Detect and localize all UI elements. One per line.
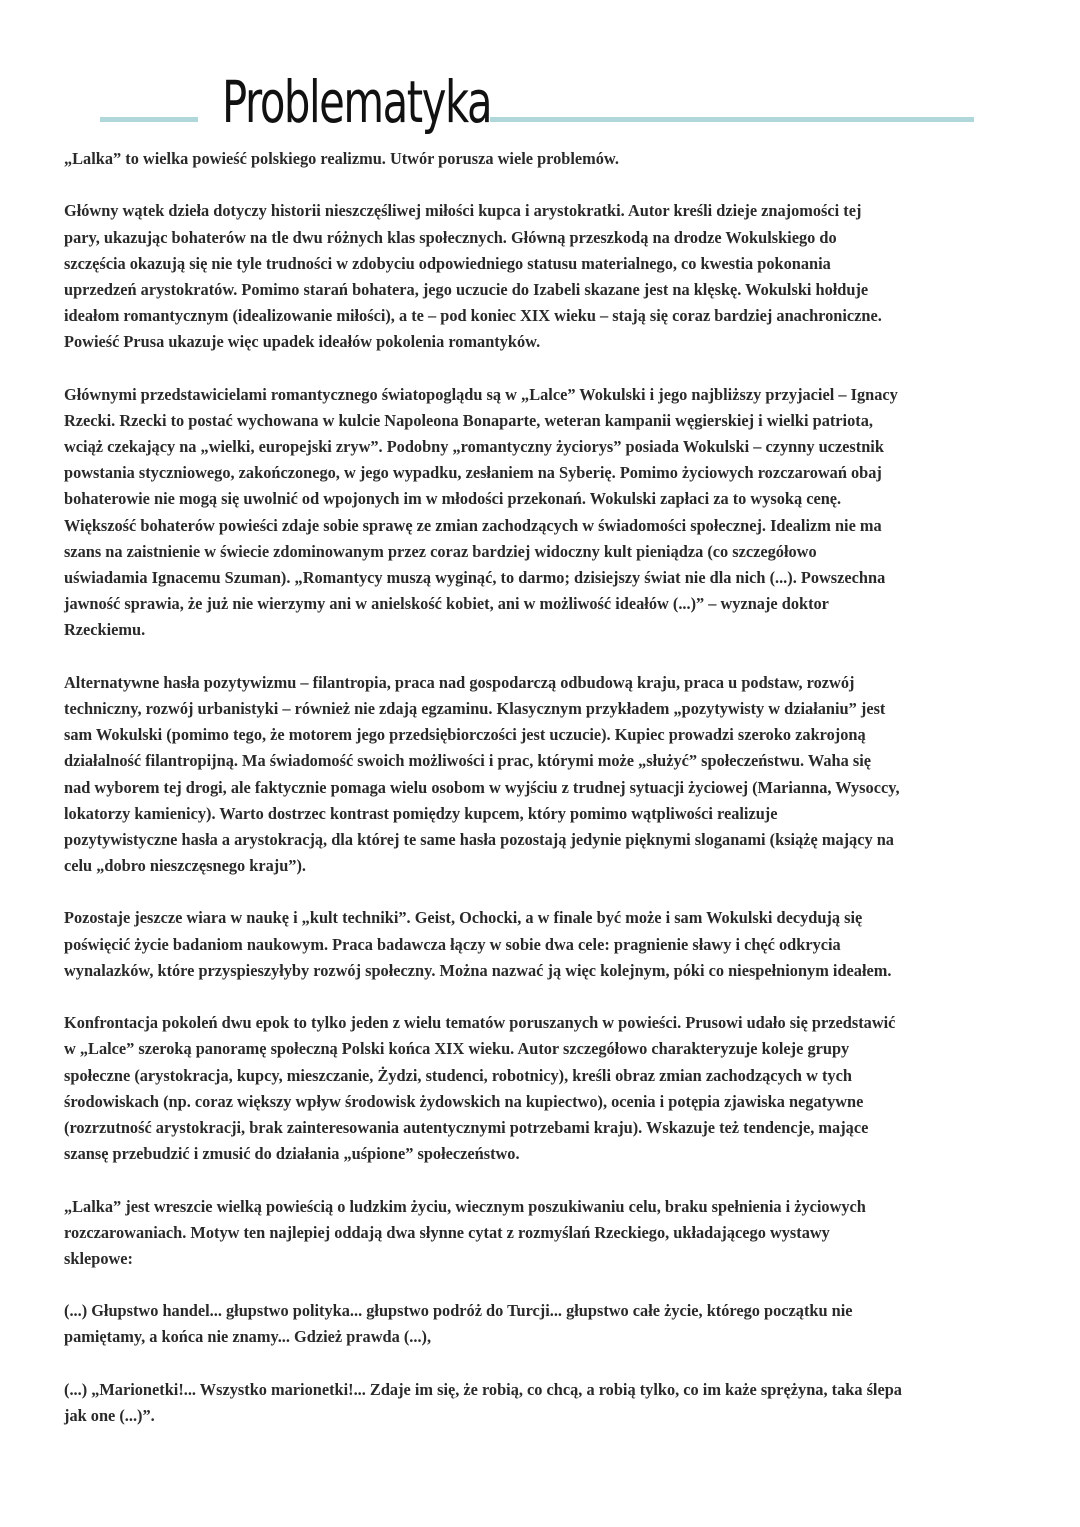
paragraph [64, 382, 1024, 644]
text-line: uświadamia Ignacemu Szuman). „Romantycy muszą wyginąć, to darmo; dzisiejszy świat nie dla nich (...). Powszechna [64, 568, 886, 587]
text-line: sam Wokulski (pomimo tego, że motorem jego przedsiębiorczości jest uczucie). Kupiec prowadzi szeroko zakrojoną [64, 725, 866, 745]
text-line: w „Lalce” szeroką panoramę społeczną Polski końca XIX wieku. Autor szczegółowo charakteryzuje koleje grupy [64, 1039, 850, 1059]
page-title: Problematyka [222, 68, 492, 136]
paragraph [64, 1377, 1024, 1429]
paragraph [64, 146, 1024, 172]
text-line: nad wyborem tej drogi, ale faktycznie pomaga wielu osobom w wyjściu z trudnej sytuacji życiowej (Marianna, Wysoccy, [64, 777, 900, 797]
paragraph [64, 905, 1024, 984]
text-line: Większość bohaterów powieści zdaje sobie sprawę ze zmian zachodzących w świadomości społecznej. Idealizm nie ma [64, 515, 882, 535]
text-line: jawność sprawia, że już nie wierzymy ani w anielskość kobiet, ani w możliwość ideałów (...)” – wyznaje doktor [64, 594, 829, 614]
text-line: Rzeckiemu. [64, 620, 146, 640]
paragraph [64, 1298, 1024, 1350]
text-line: powstania styczniowego, zakończonego, w jego wypadku, zesłaniem na Syberię. Pomimo życiowych rozczarowań obaj [64, 463, 882, 483]
text-line: szansę przebudzić i zmusić do działania „uśpione” społeczeństwo. [64, 1144, 520, 1164]
text-line: wynalazków, które przyspieszyłyby rozwój społeczny. Można nazwać ją więc kolejnym, póki co niespełnionym ideałem. [64, 960, 892, 980]
text-line: Rzecki. Rzecki to postać wychowana w kulcie Napoleona Bonaparte, weteran kampanii węgierskiej i wielki patriota, [64, 410, 873, 430]
text-line: rozczarowaniach. Motyw ten najlepiej oddają dwa słynne cytat z rozmyślań Rzeckiego, układającego wystawy [64, 1222, 830, 1242]
paragraph [64, 1010, 1024, 1167]
text-line: działalność filantropijną. Ma świadomość swoich możliwości i prac, którymi może „służyć” społeczeństwu. Waha się [64, 751, 872, 771]
text-line: wciąż czekający na „wielki, europejski zryw”. Podobny „romantyczny życiorys” posiada Wokulski – czynny uczestnik [64, 437, 884, 457]
text-line: poświęcić życie badaniom naukowym. Praca badawcza łączy w sobie dwa cele: pragnienie sławy i chęć odkrycia [64, 934, 841, 954]
text-line: środowiskach (np. coraz większy wpływ środowisk żydowskich na kupiectwo), ocenia i potępia zjawiska negatywne [64, 1091, 864, 1111]
text-line: techniczny, rozwój urbanistyki – również nie zdają egzaminu. Klasycznym przykładem „pozytywisty w działaniu” jest [64, 698, 886, 718]
title-rule-left [100, 117, 198, 122]
text-line: szans na zaistnienie w świecie zdominowanym przez coraz bardziej widoczny kult pieniądza (co szczegółowo [64, 541, 817, 561]
text-line: uprzedzeń arystokratów. Pomimo starań bohatera, jego uczucie do Izabeli skazane jest na klęskę. Wokulski hołduje [64, 279, 869, 299]
text-line: bohaterowie nie mogą się uwolnić od wpojonych im w młodości przekonań. Wokulski zapłaci za to wysoką cenę. [64, 489, 842, 509]
text-line: Powieść Prusa ukazuje więc upadek ideałów pokolenia romantyków. [64, 332, 541, 352]
text-line: Konfrontacja pokoleń dwu epok to tylko jeden z wielu tematów poruszanych w powieści. Prusowi udało się przedstawić [64, 1013, 896, 1033]
text-line: pozytywistyczne hasła a arystokracją, dla której te same hasła pozostają jedynie pięknymi sloganami (książę mający na [64, 829, 894, 849]
text-line: „Lalka” jest wreszcie wielką powieścią o ludzkim życiu, wiecznym poszukiwaniu celu, braku spełnienia i życiowych [64, 1196, 866, 1216]
text-line: jak one (...)”. [64, 1406, 155, 1425]
title-rule-right [490, 117, 974, 122]
text-line: „Lalka” to wielka powieść polskiego realizmu. Utwór porusza wiele problemów. [64, 149, 619, 168]
paragraph [64, 198, 1024, 355]
text-line: Pozostaje jeszcze wiara w naukę i „kult techniki”. Geist, Ochocki, a w finale być może i sam Wokulski decydują się [64, 908, 863, 928]
text-line: Głównymi przedstawicielami romantycznego światopoglądu są w „Lalce” Wokulski i jego najbliższy przyjaciel – Ignacy [64, 384, 898, 404]
text-line: sklepowe: [64, 1248, 133, 1268]
text-line: lokatorzy kamienicy). Warto dostrzec kontrast pomiędzy kupcem, który pomimo wątpliwości realizuje [64, 803, 778, 823]
text-line: (...) „Marionetki!... Wszystko marionetki!... Zdaje im się, że robią, co chcą, a robią tylko, co im każe sprężyna, taka ślepa [64, 1379, 902, 1399]
paragraph [64, 1194, 1024, 1273]
text-line: Alternatywne hasła pozytywizmu – filantropia, praca nad gospodarczą odbudową kraju, praca u podstaw, rozwój [64, 672, 855, 692]
document-body [64, 146, 1024, 1455]
text-line: pary, ukazując bohaterów na tle dwu różnych klas społecznych. Główną przeszkodą na drodze Wokulskiego do [64, 227, 837, 247]
text-line: szczęścia okazują się nie tyle trudności w zdobyciu odpowiedniego statusu materialnego, co kwestia pokonania [64, 253, 831, 273]
text-line: (...) Głupstwo handel... głupstwo polityka... głupstwo podróż do Turcji... głupstwo całe życie, którego początku nie [64, 1301, 853, 1321]
text-line: ideałom romantycznym (idealizowanie miłości), a te – pod koniec XIX wieku – stają się coraz bardziej anachroniczne. [64, 306, 882, 326]
text-line: celu „dobro nieszczęsnego kraju”). [64, 856, 306, 876]
text-line: pamiętamy, a końca nie znamy... Gdzież prawda (...), [64, 1327, 432, 1347]
text-line: (rozrzutność arystokracji, brak zainteresowania autentycznymi potrzebami kraju). Wskazuje też tendencje, mające [64, 1117, 869, 1137]
text-line: Główny wątek dzieła dotyczy historii nieszczęśliwej miłości kupca i arystokratki. Autor kreśli dzieje znajomości tej [64, 201, 862, 221]
paragraph [64, 670, 1024, 880]
text-line: społeczne (arystokracja, kupcy, mieszczanie, Żydzi, studenci, robotnicy), kreśli obraz zmian zachodzących w tych [64, 1065, 852, 1085]
